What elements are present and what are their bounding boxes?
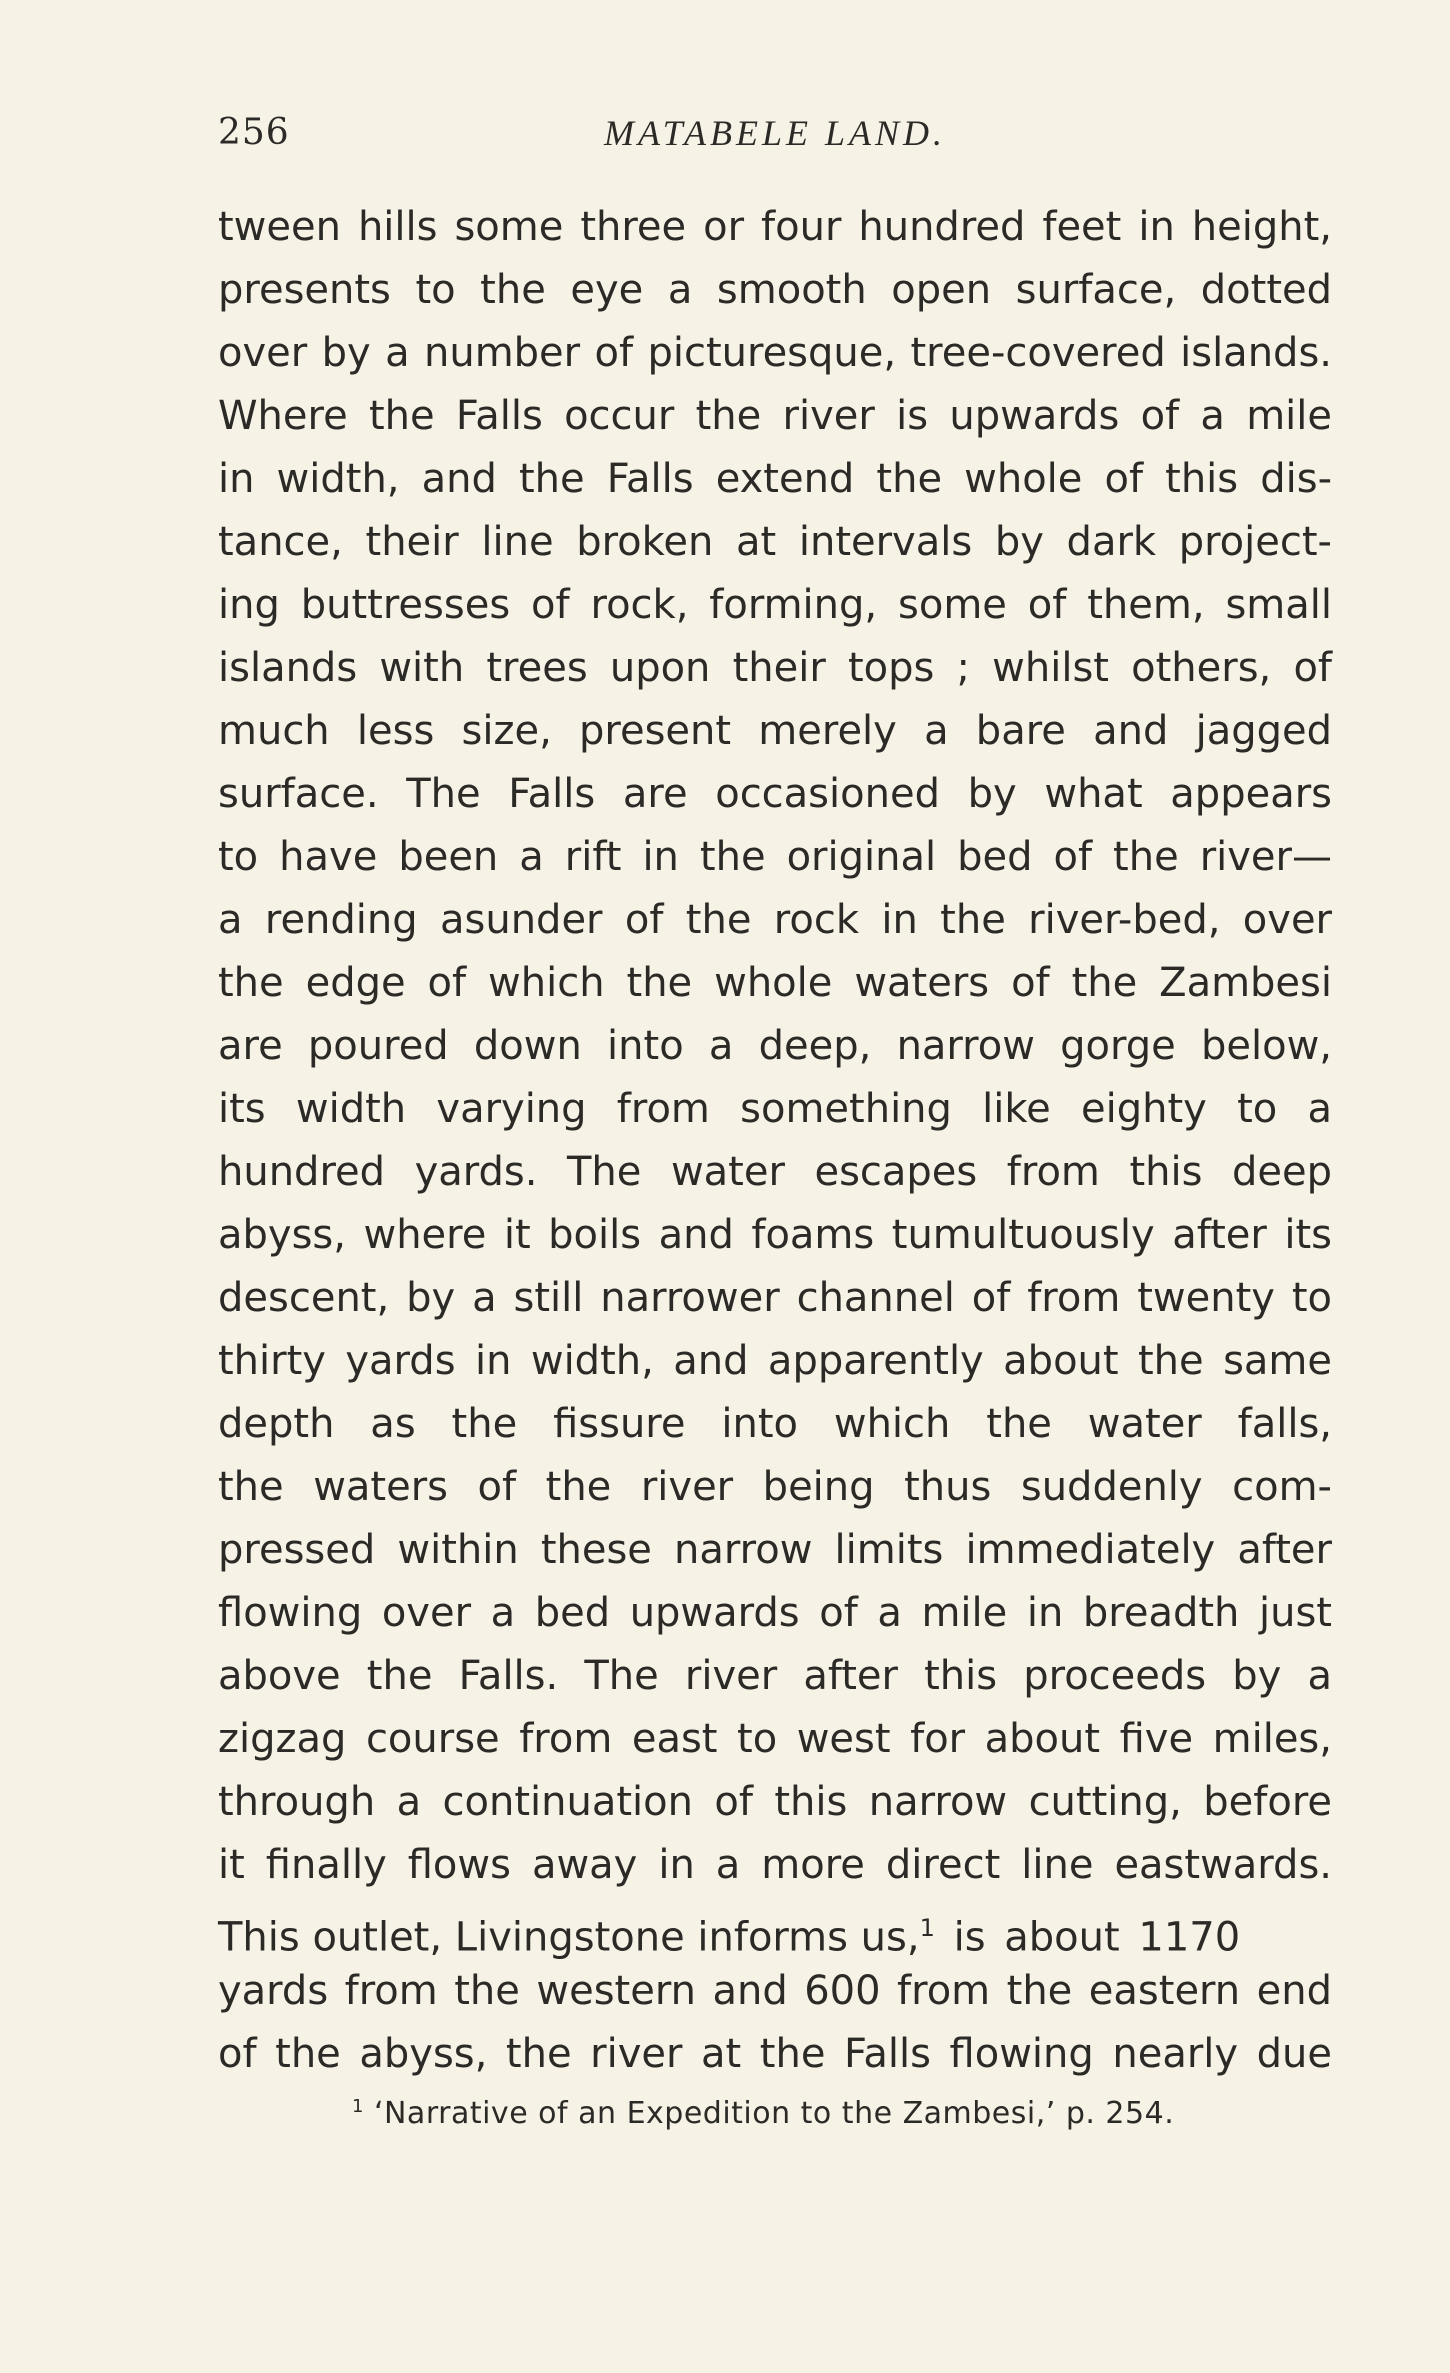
text-line: its width varying from something like eighty to a [218,1086,1332,1132]
text-line: in width, and the Falls extend the whole of this dis- [218,456,1332,502]
footnote [352,2096,1174,2131]
text-line: islands with trees upon their tops ; whilst others, of [218,645,1332,691]
text-segment: This outlet, Livingstone informs us, [218,1914,920,1961]
text-segment: is about 1170 [934,1914,1241,1961]
text-line: the waters of the river being thus suddenly com- [218,1464,1332,1510]
text-line: of the abyss, the river at the Falls flowing nearly due [218,2031,1332,2077]
footnote-text: ‘Narrative of an Expedition to the Zambesi,’ p. 254. [373,2096,1175,2131]
text-line: above the Falls. The river after this proceeds by a [218,1653,1332,1699]
text-line: pressed within these narrow limits immediately after [218,1527,1332,1573]
body-text [218,196,1332,2086]
text-line: presents to the eye a smooth open surface, dotted [218,267,1332,313]
running-title: MATABELE LAND. [604,113,946,153]
text-line: much less size, present merely a bare and jagged [218,708,1332,754]
text-line: over by a number of picturesque, tree-covered islands. [218,330,1332,376]
text-line: hundred yards. The water escapes from this deep [218,1149,1332,1195]
text-line: abyss, where it boils and foams tumultuously after its [218,1212,1332,1258]
text-line: descent, by a still narrower channel of from twenty to [218,1275,1332,1321]
footnote-mark: 1 [352,2096,364,2117]
text-line: it finally flows away in a more direct line eastwards. [218,1842,1332,1888]
text-line: through a continuation of this narrow cutting, before [218,1779,1332,1825]
text-line-with-footnote-ref [218,1897,1332,1960]
text-line: Where the Falls occur the river is upwards of a mile [218,393,1332,439]
footnote-reference: 1 [919,1914,935,1942]
page-number: 256 [218,112,290,153]
text-line: thirty yards in width, and apparently about the same [218,1338,1332,1384]
text-line: a rending asunder of the rock in the river-bed, over [218,897,1332,943]
text-line: tween hills some three or four hundred feet in height, [218,204,1332,250]
text-line: are poured down into a deep, narrow gorge below, [218,1023,1332,1069]
text-line: zigzag course from east to west for about five miles, [218,1716,1332,1762]
text-line: yards from the western and 600 from the eastern end [218,1968,1332,2014]
text-line: surface. The Falls are occasioned by what appears [218,771,1332,817]
text-line: tance, their line broken at intervals by dark project- [218,519,1332,565]
text-line: the edge of which the whole waters of the Zambesi [218,960,1332,1006]
text-line: to have been a rift in the original bed of the river— [218,834,1332,880]
running-head [218,112,1332,162]
text-line: depth as the fissure into which the water falls, [218,1401,1332,1447]
text-line: flowing over a bed upwards of a mile in breadth just [218,1590,1332,1636]
text-line: ing buttresses of rock, forming, some of them, small [218,582,1332,628]
